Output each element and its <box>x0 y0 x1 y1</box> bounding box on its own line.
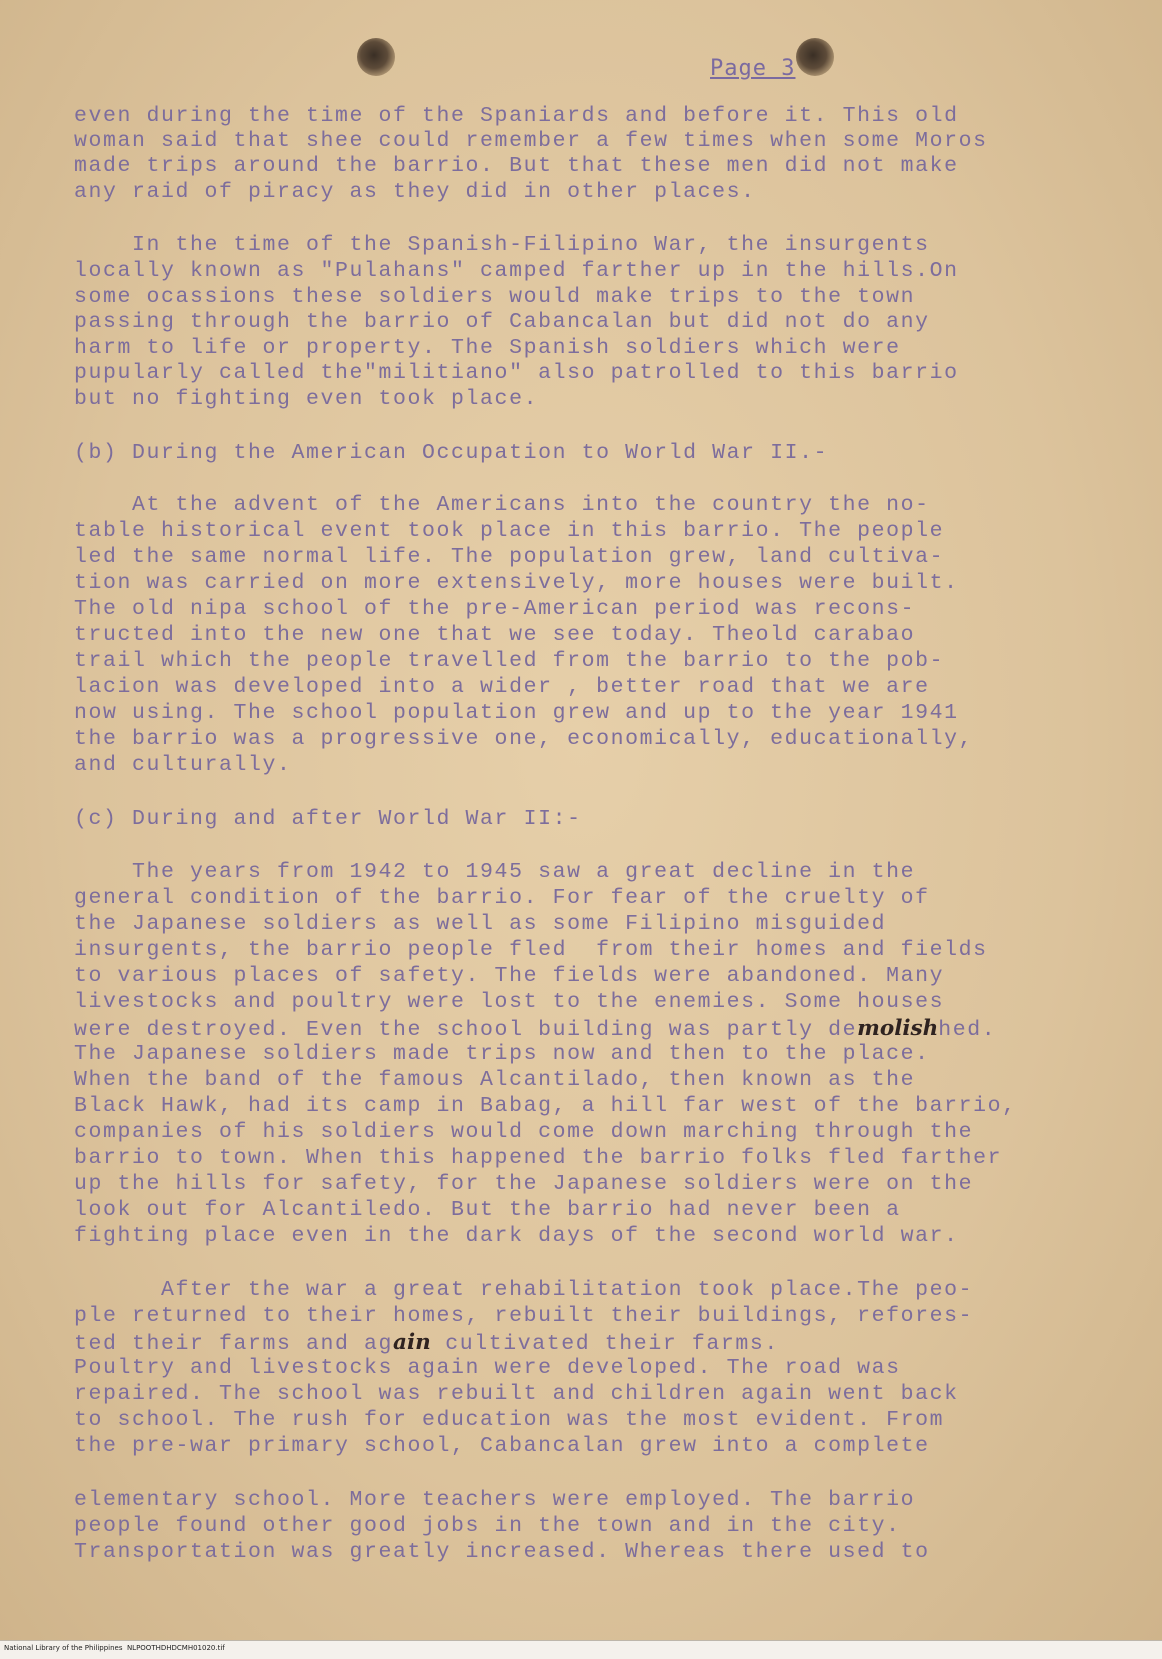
text-line: companies of his soldiers would come down marching through the <box>74 1120 974 1144</box>
text-line: Black Hawk, had its camp in Babag, a hill far west of the barrio, <box>74 1094 1017 1118</box>
text-line: elementary school. More teachers were employed. The barrio <box>74 1488 916 1512</box>
text-line: led the same normal life. The population grew, land cultiva- <box>74 545 945 569</box>
text-line: table historical event took place in this barrio. The people <box>74 519 945 543</box>
text-line: but no fighting even took place. <box>74 387 539 411</box>
text-line: livestocks and poultry were lost to the enemies. Some houses <box>74 990 945 1014</box>
text-line: to various places of safety. The fields were abandoned. Many <box>74 964 945 988</box>
text-line: any raid of piracy as they did in other places. <box>74 180 756 204</box>
text-line: At the advent of the Americans into the country the no- <box>74 493 930 517</box>
text-line: some ocassions these soldiers would make trips to the town <box>74 285 916 309</box>
text-line: ple returned to their homes, rebuilt their buildings, refores- <box>74 1304 974 1328</box>
text-line: trail which the people travelled from the barrio to the pob- <box>74 649 945 673</box>
footer-text: National Library of the Philippines NLPOOTHDHDCMH01020.tif <box>4 1644 225 1652</box>
text-line: repaired. The school was rebuilt and children again went back <box>74 1382 959 1406</box>
text-line: fighting place even in the dark days of the second world war. <box>74 1224 959 1248</box>
text-line: to school. The rush for education was the most evident. From <box>74 1408 945 1432</box>
handwritten-letter: h <box>922 1016 939 1041</box>
text-line: passing through the barrio of Cabancalan but did not do any <box>74 310 930 334</box>
text-line: Poultry and livestocks again were developed. The road was <box>74 1356 901 1380</box>
text-line: now using. The school population grew and up to the year 1941 <box>74 701 959 725</box>
text-line: The years from 1942 to 1945 saw a great decline in the <box>74 860 916 884</box>
typed-text: cultivated their farms. <box>430 1332 779 1356</box>
scan-footer <box>0 1640 1162 1659</box>
text-line: the barrio was a progressive one, economically, educationally, <box>74 727 974 751</box>
handwritten-insert: ain <box>393 1330 431 1355</box>
section-heading: (c) During and after World War II:- <box>74 807 582 831</box>
text-line: locally known as "Pulahans" camped farther up in the hills.On <box>74 259 959 283</box>
text-line: even during the time of the Spaniards and before it. This old <box>74 104 959 128</box>
text-line: up the hills for safety, for the Japanese soldiers were on the <box>74 1172 974 1196</box>
typed-text: hed. <box>938 1018 997 1042</box>
text-line-with-handwriting <box>74 1330 779 1356</box>
text-line: lacion was developed into a wider , better road that we are <box>74 675 930 699</box>
text-line: people found other good jobs in the town and in the city. <box>74 1514 901 1538</box>
typed-text: ted their farms and ag <box>74 1332 394 1356</box>
text-line: the Japanese soldiers as well as some Filipino misguided <box>74 912 887 936</box>
text-line: woman said that shee could remember a few times when some Moros <box>74 129 988 153</box>
text-line: barrio to town. When this happened the barrio folks fled farther <box>74 1146 1003 1170</box>
text-line: After the war a great rehabilitation took place.The peo- <box>74 1278 974 1302</box>
punch-hole-right <box>796 38 834 76</box>
text-line: look out for Alcantiledo. But the barrio had never been a <box>74 1198 901 1222</box>
text-line: The old nipa school of the pre-American period was recons- <box>74 597 916 621</box>
punch-hole-left <box>357 38 395 76</box>
typed-text: were destroyed. Even the school building was partly de <box>74 1018 858 1042</box>
handwritten-insert: molis <box>857 1016 923 1041</box>
section-heading: (b) During the American Occupation to World War II.- <box>74 441 829 465</box>
text-line: tructed into the new one that we see today. Theold carabao <box>74 623 916 647</box>
text-line: and culturally. <box>74 753 292 777</box>
text-line: The Japanese soldiers made trips now and then to the place. <box>74 1042 930 1066</box>
text-line: the pre-war primary school, Cabancalan grew into a complete <box>74 1434 930 1458</box>
text-line-with-handwriting <box>74 1016 996 1042</box>
text-line: tion was carried on more extensively, more houses were built. <box>74 571 959 595</box>
text-line: general condition of the barrio. For fear of the cruelty of <box>74 886 930 910</box>
text-line: Transportation was greatly increased. Whereas there used to <box>74 1540 930 1564</box>
page-number: Page 3 <box>710 56 796 81</box>
text-line: harm to life or property. The Spanish soldiers which were <box>74 336 901 360</box>
text-line: pupularly called the"militiano" also patrolled to this barrio <box>74 361 959 385</box>
text-line: insurgents, the barrio people fled from their homes and fields <box>74 938 988 962</box>
text-line: made trips around the barrio. But that these men did not make <box>74 154 959 178</box>
text-line: In the time of the Spanish-Filipino War, the insurgents <box>74 233 930 257</box>
text-line: When the band of the famous Alcantilado, then known as the <box>74 1068 916 1092</box>
